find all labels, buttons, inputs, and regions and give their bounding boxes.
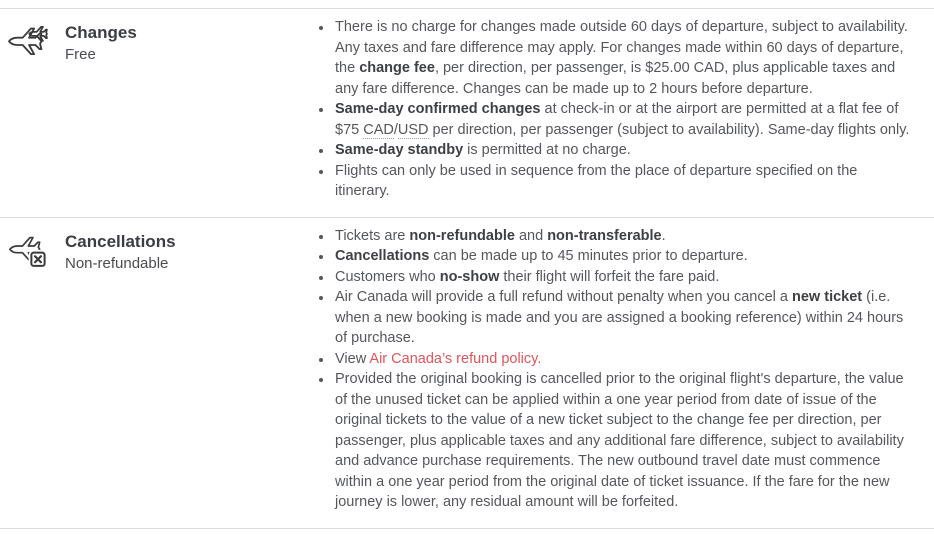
bullet-item (333, 161, 910, 202)
bullet-item (333, 246, 910, 267)
text-segment: at check-in or at the airport are permitted at a flat fee of $75 (335, 101, 899, 138)
text-segment: View (335, 350, 370, 367)
changes-bullet-list (318, 17, 910, 202)
section-title: Cancellations (65, 231, 176, 251)
section-changes (0, 8, 934, 217)
text-segment: and (514, 227, 548, 244)
bold-text: Same-day confirmed changes (335, 101, 541, 117)
text-segment: is permitted at no charge. (463, 142, 631, 158)
bold-text: non-refundable (409, 227, 515, 244)
currency-abbr: USD (397, 121, 429, 138)
text-segment: (i.e. when a new booking is made and you are assigned a booking reference) within 24 hours of purchase. (335, 289, 904, 346)
refund-policy-link[interactable]: Air Canada’s refund policy. (369, 350, 542, 367)
section-cancellations-icon-cell (8, 226, 65, 513)
bullet-item (333, 17, 910, 99)
section-changes-heading (65, 17, 318, 202)
bottom-divider (0, 528, 934, 534)
bullet-item (333, 369, 910, 513)
section-subtitle: Non-refundable (65, 254, 169, 272)
bold-text: Same-day standby (335, 142, 464, 158)
section-cancellations-heading (65, 226, 318, 513)
bold-text: change fee (359, 60, 435, 76)
bullet-item (333, 349, 910, 370)
text-segment: Air Canada will provide a full refund without penalty when you cancel a (335, 289, 793, 305)
bold-text: Cancellations (335, 248, 430, 264)
text-segment: Customers who (335, 268, 440, 285)
text-segment: their flight will forfeit the fare paid. (499, 268, 720, 285)
bullet-item (333, 140, 910, 161)
text-segment: There is no charge for changes made outside 60 days of departure, subject to availability. Any taxes and fare difference may apply. For changes made within 60 days of departure, the (335, 19, 908, 76)
bullet-item (333, 99, 910, 140)
section-changes-icon-cell (8, 17, 65, 202)
bullet-item (333, 226, 910, 247)
text-segment: per direction, per passenger (subject to availability). Same-day flights only. (428, 121, 910, 138)
text-segment: can be made up to 45 minutes prior to departure. (429, 248, 748, 264)
text-segment: Flights can only be used in sequence from the place of departure specified on the itinerary. (335, 162, 858, 199)
text-segment: Provided the original booking is cancelled prior to the original flight's departure, the value of the unused ticket can be applied within a one year period from date of issue of the original tickets to the value of a new ticket subject to the change fee per direction, per passenger, plus applicable taxes and any additional fare difference, subject to availability and advance purchase requirements. The new outbound travel date must commence within a one year period from the original date of ticket issuance. If the fare for the new journey is lower, any residual amount will be forfeited. (335, 371, 904, 510)
text-segment: . (661, 227, 666, 244)
text-segment: / (393, 121, 398, 138)
currency-abbr: CAD (363, 121, 394, 138)
plane-cancel-icon (8, 233, 52, 275)
section-cancellations (0, 217, 934, 528)
section-subtitle: Free (65, 46, 96, 63)
bold-text: non-transferable (547, 227, 662, 244)
section-title: Changes (65, 23, 137, 42)
bold-text: new ticket (792, 289, 863, 305)
bullet-item (333, 287, 910, 349)
text-segment: Tickets are (335, 227, 410, 244)
text-segment: , per direction, per passenger, is $25.00 CAD, plus applicable taxes and any fare difference. Changes can be made up to 2 hours before departure. (335, 60, 896, 97)
bold-text: no-show (439, 268, 500, 285)
cancellations-bullet-list (318, 226, 910, 513)
bullet-item (333, 267, 910, 288)
plane-transfer-icon (8, 24, 52, 66)
